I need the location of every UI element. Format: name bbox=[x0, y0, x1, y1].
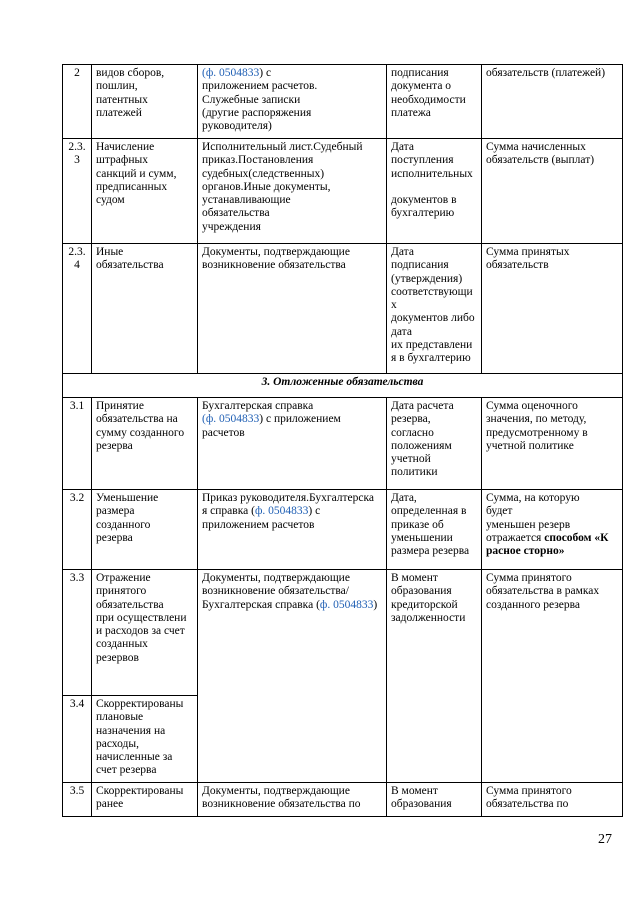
row-number: 3.4 bbox=[63, 696, 92, 783]
table-row bbox=[63, 244, 623, 374]
operation-cell: Скорректированы ранее bbox=[92, 783, 198, 817]
table-row bbox=[63, 139, 623, 244]
operation-cell: Иные обязательства bbox=[92, 244, 198, 374]
form-link[interactable]: ф. 0504833 bbox=[205, 413, 260, 426]
operation-cell: Отражение принятого обязательства при осуществлени и расходов за счет созданных резервов bbox=[92, 570, 198, 696]
operation-cell: видов сборов, пошлин, патентных платежей bbox=[92, 65, 198, 139]
table-row bbox=[63, 398, 623, 490]
row-number: 2 bbox=[63, 65, 92, 139]
date-cell: В момент образования bbox=[387, 783, 482, 817]
date-cell: подписания документа о необходимости платежа bbox=[387, 65, 482, 139]
section-row bbox=[63, 374, 623, 398]
table-row bbox=[63, 65, 623, 139]
obligations-table bbox=[62, 64, 623, 817]
sum-cell: Сумма, на которую будет уменьшен резерв отражается способом «К расное сторно» bbox=[482, 490, 623, 570]
sum-cell: Сумма принятых обязательств bbox=[482, 244, 623, 374]
operation-cell: Принятие обязательства на сумму созданного резерва bbox=[92, 398, 198, 490]
document-cell: (ф. 0504833) с приложением расчетов. Служебные записки (другие распоряжения руководителя) bbox=[198, 65, 387, 139]
form-link[interactable]: ф. 0504833 bbox=[254, 505, 309, 518]
date-cell: В момент образования кредиторской задолженности bbox=[387, 570, 482, 783]
row-number: 3.5 bbox=[63, 783, 92, 817]
date-cell: Дата подписания (утверждения) соответствующи х документов либо дата их представлени я в бухгалтерию bbox=[387, 244, 482, 374]
operation-cell: Уменьшение размера созданного резерва bbox=[92, 490, 198, 570]
row-number: 2.3. 3 bbox=[63, 139, 92, 244]
document-cell: Документы, подтверждающие возникновение обязательства bbox=[198, 244, 387, 374]
sum-cell: Сумма начисленных обязательств (выплат) bbox=[482, 139, 623, 244]
table-row bbox=[63, 783, 623, 817]
table-row bbox=[63, 570, 623, 696]
document-cell: Документы, подтверждающие возникновение обязательства/ Бухгалтерская справка (ф. 0504833) bbox=[198, 570, 387, 783]
operation-cell: Скорректированы плановые назначения на расходы, начисленные за счет резерва bbox=[92, 696, 198, 783]
page-number: 27 bbox=[598, 832, 612, 847]
section-title: 3. Отложенные обязательства bbox=[63, 374, 623, 398]
document-cell: Документы, подтверждающие возникновение обязательства по bbox=[198, 783, 387, 817]
document-cell: Исполнительный лист.Судебный приказ.Постановления судебных(следственных) органов.Иные документы, устанавливающие обязательства учреждения bbox=[198, 139, 387, 244]
row-number: 3.3 bbox=[63, 570, 92, 696]
form-link[interactable]: ф. 0504833 bbox=[205, 67, 260, 79]
table-row bbox=[63, 490, 623, 570]
row-number: 3.2 bbox=[63, 490, 92, 570]
document-cell: Бухгалтерская справка (ф. 0504833) с приложением расчетов bbox=[198, 398, 387, 490]
sum-cell: Сумма принятого обязательства в рамках созданного резерва bbox=[482, 570, 623, 783]
operation-cell: Начисление штрафных санкций и сумм, предписанных судом bbox=[92, 139, 198, 244]
date-cell: Дата, определенная в приказе об уменьшении размера резерва bbox=[387, 490, 482, 570]
sum-cell: Сумма оценочного значения, по методу, предусмотренному в учетной политике bbox=[482, 398, 623, 490]
row-number: 3.1 bbox=[63, 398, 92, 490]
date-cell: Дата поступления исполнительных документов в бухгалтерию bbox=[387, 139, 482, 244]
date-cell: Дата расчета резерва, согласно положениям учетной политики bbox=[387, 398, 482, 490]
sum-cell: обязательств (платежей) bbox=[482, 65, 623, 139]
sum-cell: Сумма принятого обязательства по bbox=[482, 783, 623, 817]
form-link[interactable]: ф. 0504833 bbox=[319, 598, 374, 611]
row-number: 2.3. 4 bbox=[63, 244, 92, 374]
document-cell: Приказ руководителя.Бухгалтерска я справка (ф. 0504833) с приложением расчетов bbox=[198, 490, 387, 570]
